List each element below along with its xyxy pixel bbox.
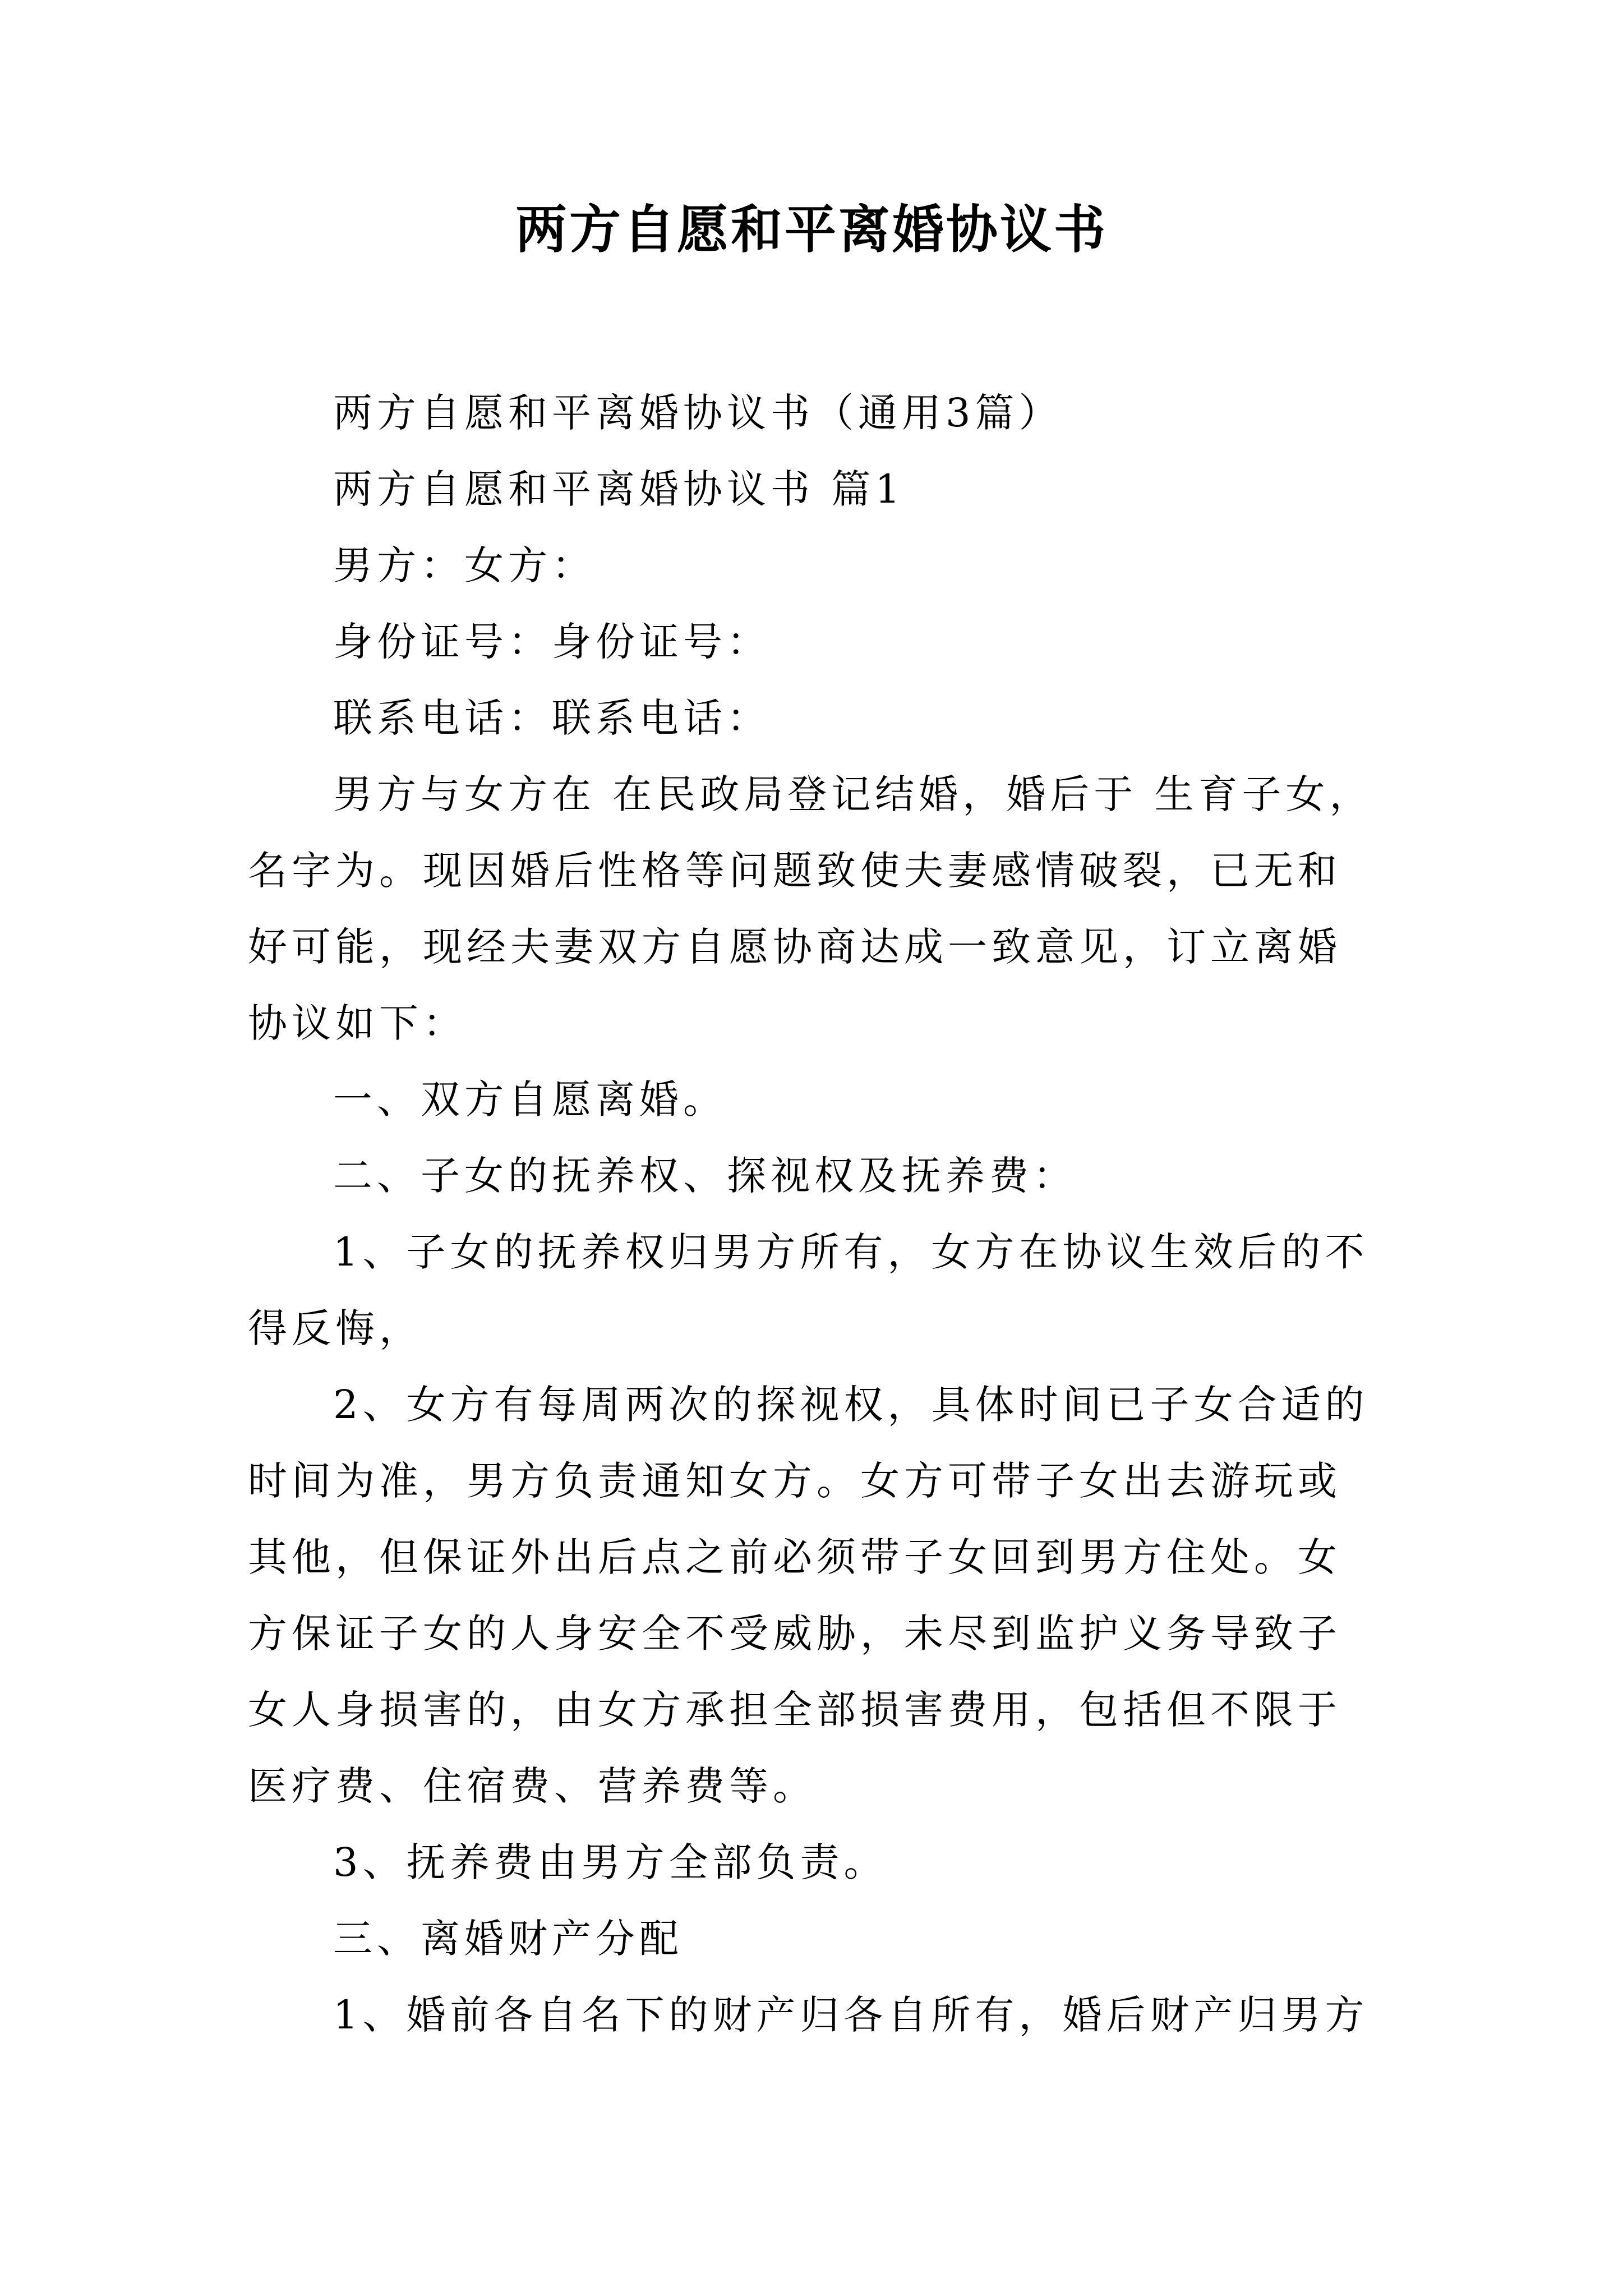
paragraph-preamble: 男方与女方在 在民政局登记结婚，婚后于 生育子女，名字为。现因婚后性格等问题致使夫妻感情破裂，已无和好可能，现经夫妻双方自愿协商达成一致意见，订立离婚协议如下：: [248, 771, 1373, 1046]
paragraph-section-heading: 两方自愿和平离婚协议书 篇1: [333, 466, 905, 512]
paragraph-clause-3: 三、离婚财产分配: [333, 1916, 683, 1962]
paragraph-clause-1: 一、双方自愿离婚。: [333, 1076, 727, 1122]
paragraph-subtitle: 两方自愿和平离婚协议书（通用3篇）: [333, 390, 1063, 436]
paragraph-clause-2-item-3: 3、抚养费由男方全部负责。: [333, 1839, 888, 1885]
paragraph-clause-2-item-2: 2、女方有每周两次的探视权，具体时间已子女合适的时间为准，男方负责通知女方。女方可带子女出去游玩或其他，但保证外出后点之前必须带子女回到男方住处。女方保证子女的人身安全不受威胁，未尽到监护义务导致子女人身损害的，由女方承担全部损害费用，包括但不限于医疗费、住宿费、营养费等。: [248, 1382, 1369, 1809]
paragraph-phone-numbers: 联系电话：联系电话：: [333, 695, 771, 741]
paragraph-clause-3-item-1: 1、婚前各自名下的财产归各自所有，婚后财产归男方: [333, 1992, 1369, 2038]
paragraph-parties: 男方：女方：: [333, 542, 596, 588]
paragraph-clause-2: 二、子女的抚养权、探视权及抚养费：: [333, 1153, 1077, 1199]
document-body: [248, 375, 1375, 2053]
paragraph-clause-2-item-1: 1、子女的抚养权归男方所有，女方在协议生效后的不得反悔，: [248, 1229, 1369, 1351]
paragraph-id-numbers: 身份证号：身份证号：: [333, 619, 771, 665]
document-title: 两方自愿和平离婚协议书: [515, 200, 1108, 260]
